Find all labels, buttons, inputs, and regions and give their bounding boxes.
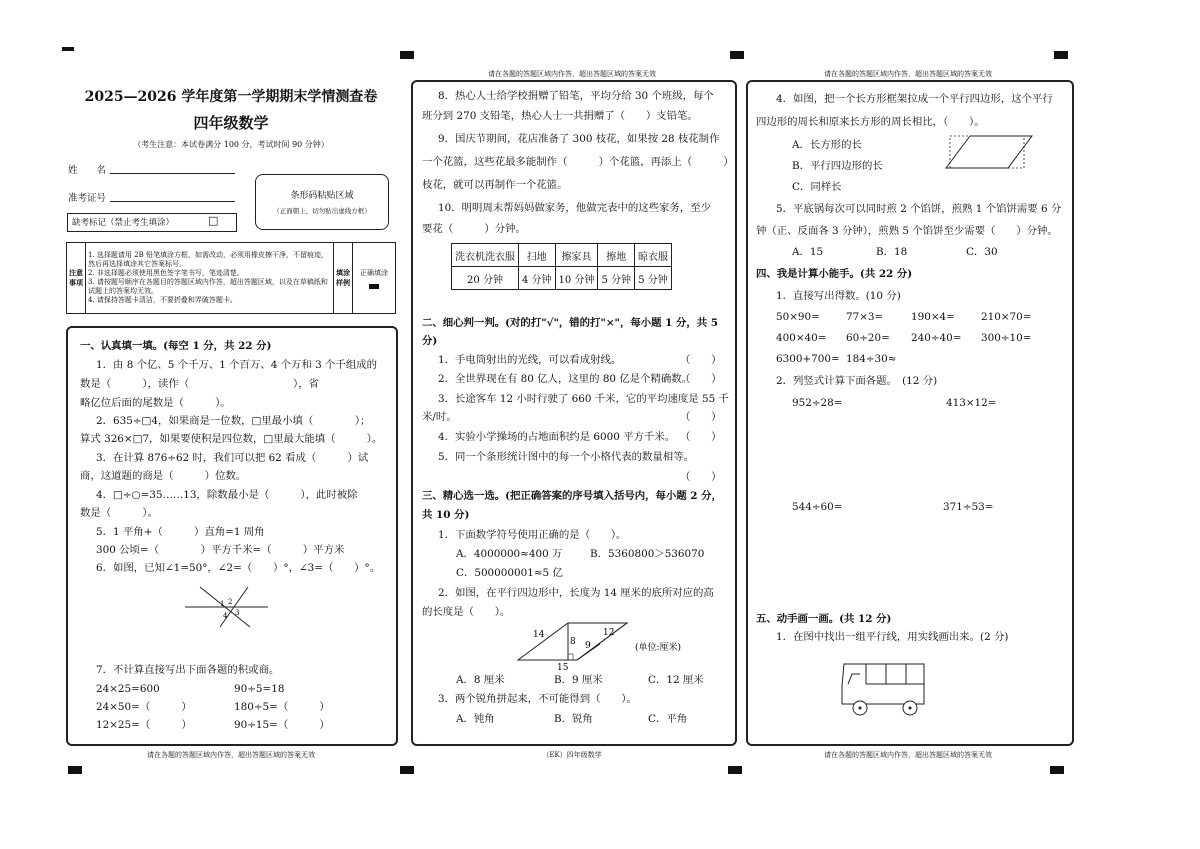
choice-option[interactable]: C．500000001≈5 亿 bbox=[456, 567, 563, 579]
judge-item: 3．长途客车 12 小时行驶了 660 千米，它的平均速度是 55 千 bbox=[438, 393, 729, 405]
calc-item[interactable]: 400×40= bbox=[776, 332, 827, 344]
absent-checkbox[interactable]: □ bbox=[208, 214, 219, 227]
calc-item[interactable]: 300÷10= bbox=[981, 332, 1032, 344]
question-text: 9．国庆节期间，花店准备了 300 枝花，如果按 28 枝花制作 bbox=[438, 133, 720, 145]
question-text: 8．热心人士给学校捐赠了铅笔，平均分给 30 个班级，每个 bbox=[438, 90, 714, 102]
rectangle-to-parallelogram-figure bbox=[944, 133, 1036, 173]
exam-subtitle: 四年级数学 bbox=[193, 114, 269, 132]
timing-mark bbox=[400, 766, 414, 774]
question-text: 数是（ ），读作（ ），省 bbox=[80, 378, 319, 390]
subquestion-title: 1．在图中找出一组平行线，用实线画出来。(2 分) bbox=[776, 631, 1009, 643]
question-text: 数是（ ）。 bbox=[80, 507, 158, 519]
question-text: 一个花篮，这些花最多能制作（ ）个花篮，再添上（ ） bbox=[422, 156, 734, 168]
choice-option[interactable]: B．平行四边形的长 bbox=[792, 160, 883, 172]
timing-mark bbox=[730, 51, 744, 59]
table-cell: 扫地 bbox=[519, 244, 556, 267]
choice-option[interactable]: B．18 bbox=[876, 246, 908, 258]
choice-question: 的长度是（ ）。 bbox=[422, 606, 511, 618]
header-note: 请在各题的答题区域内作答，超出答题区域的答案无效 bbox=[488, 70, 656, 78]
vertical-calc-item[interactable]: 544÷60= bbox=[792, 501, 843, 513]
judge-item: 2．全世界现在有 80 亿人，这里的 80 亿是个精确数。 bbox=[438, 373, 693, 385]
question-text: 6．如图，已知∠1=50°，∠2=（ ）°，∠3=（ ）°。 bbox=[96, 562, 381, 574]
dimension-label: 15 bbox=[557, 663, 569, 672]
chores-table bbox=[451, 243, 672, 290]
choice-option[interactable]: C．12 厘米 bbox=[648, 674, 704, 686]
question-text: 算式 326×□7，如果要使积是四位数，□里最大能填（ ）。 bbox=[80, 433, 383, 445]
footer-center: （EK）四年级数学 bbox=[542, 751, 602, 759]
table-cell: 擦家具 bbox=[555, 244, 598, 267]
question-text: 3．在计算 876÷62 时，我们可以把 62 看成（ ）试 bbox=[96, 452, 369, 464]
section5-heading: 五、动手画一画。(共 12 分) bbox=[756, 613, 892, 625]
table-cell: 5 分钟 bbox=[635, 267, 672, 290]
question-text: 300 公顷=（ ）平方千米=（ ）平方米 bbox=[96, 544, 345, 556]
sample-label: 填涂样例 bbox=[334, 243, 353, 314]
table-cell: 晾衣服 bbox=[635, 244, 672, 267]
choice-question: 4．如图，把一个长方形框架拉成一个平行四边形，这个平行 bbox=[776, 93, 1053, 105]
notice-item: 3. 请按题号顺序在各题目的答题区域内作答，超出答题区域，以及在草稿纸和试题上的答案均无效。 bbox=[88, 278, 328, 295]
timing-mark bbox=[400, 51, 414, 59]
dimension-label: 8 bbox=[570, 637, 576, 647]
section3-heading-cont: 共 10 分) bbox=[422, 509, 470, 521]
choice-question: 2．如图，在平行四边形中，长度为 14 厘米的底所对应的高 bbox=[438, 587, 714, 599]
subquestion-title: 1．直接写出得数。(10 分) bbox=[776, 290, 901, 302]
choice-question: 1．下面数学符号使用正确的是（ ）。 bbox=[438, 529, 627, 541]
header-note: 请在各题的答题区域内作答，超出答题区域的答案无效 bbox=[824, 70, 992, 78]
dimension-label: 14 bbox=[533, 630, 545, 640]
section2-heading: 二、细心判一判。(对的打"√"，错的打"×"，每小题 1 分，共 5 bbox=[422, 317, 719, 329]
id-field-label: 准考证号 bbox=[68, 193, 107, 204]
question-text: 10．明明周末帮妈妈做家务，他做完表中的这些家务，至少 bbox=[438, 202, 711, 214]
choice-option[interactable]: C．同样长 bbox=[792, 181, 842, 193]
calc-item[interactable]: 240÷40= bbox=[911, 332, 962, 344]
table-cell: 洗衣机洗衣服 bbox=[452, 244, 519, 267]
vertical-calc-item[interactable]: 413×12= bbox=[946, 397, 997, 409]
vertical-calc-item[interactable]: 952÷28= bbox=[792, 397, 843, 409]
judge-paren[interactable]: （ ） bbox=[680, 373, 722, 385]
choice-option[interactable]: C．30 bbox=[966, 246, 998, 258]
table-row bbox=[452, 267, 672, 290]
table-cell: 4 分钟 bbox=[519, 267, 556, 290]
question-text: 枝花，就可以再制作一个花篮。 bbox=[422, 179, 568, 191]
dimension-label: 12 bbox=[603, 628, 615, 638]
judge-paren[interactable]: （ ） bbox=[680, 431, 722, 443]
choice-option[interactable]: B．5360800＞536070 bbox=[590, 548, 705, 560]
barcode-note: （正面朝上，切勿贴出虚线方框） bbox=[273, 207, 371, 215]
table-row bbox=[452, 244, 672, 267]
angle-label: 2 bbox=[228, 598, 233, 606]
angle-label: 4 bbox=[223, 612, 228, 620]
angle-figure bbox=[180, 585, 275, 630]
notices-label: 注意事项 bbox=[67, 243, 86, 314]
calc-item[interactable]: 24×50=（ ） bbox=[96, 701, 192, 713]
calc-item[interactable]: 60÷20= bbox=[846, 332, 890, 344]
notices-table bbox=[66, 242, 396, 314]
exam-note: （考生注意：本试卷满分 100 分，考试时间 90 分钟） bbox=[133, 140, 329, 149]
choice-option[interactable]: A．8 厘米 bbox=[456, 674, 505, 686]
notice-item: 2. 非选择题必须使用黑色签字笔书写，笔迹清楚。 bbox=[88, 269, 244, 277]
notice-item: 4. 请保持答题卡清洁，不要折叠和弄破答题卡。 bbox=[88, 296, 237, 304]
subquestion-title: 2．列竖式计算下面各题。 (12 分) bbox=[776, 375, 938, 387]
timing-mark bbox=[68, 766, 82, 774]
section3-heading: 三、精心选一选。(把正确答案的序号填入括号内，每小题 2 分， bbox=[422, 490, 722, 502]
question-text: 略亿位后面的尾数是（ ）。 bbox=[80, 397, 231, 409]
timing-mark bbox=[728, 766, 742, 774]
calc-item[interactable]: 210×70= bbox=[981, 311, 1032, 323]
question-text: 5．1 平角+（ ）直角=1 周角 bbox=[96, 526, 265, 538]
unit-label: (单位:厘米) bbox=[635, 643, 682, 653]
absent-mark-label: 缺考标记（禁止考生填涂） bbox=[72, 218, 175, 228]
angle-label: 1 bbox=[220, 600, 225, 608]
timing-mark bbox=[1050, 766, 1064, 774]
question-text: 2．635÷□4，如果商是一位数，□里最小填（ ）； bbox=[96, 415, 371, 427]
choice-option[interactable]: C．平角 bbox=[648, 713, 688, 725]
timing-mark bbox=[1054, 51, 1068, 59]
choice-option[interactable]: B．锐角 bbox=[554, 713, 593, 725]
question-text: 7．不计算直接写出下面各题的积或商。 bbox=[96, 664, 280, 676]
barcode-area bbox=[255, 174, 389, 230]
exam-title: 2025—2026 学年度第一学期期末学情测查卷 bbox=[84, 89, 378, 105]
id-field[interactable] bbox=[110, 200, 235, 202]
judge-item: 米/时。 bbox=[422, 411, 457, 423]
question-text: 商，这道题的商是（ ）位数。 bbox=[80, 470, 247, 482]
choice-option[interactable]: A．长方形的长 bbox=[792, 139, 862, 151]
choice-option[interactable]: B．9 厘米 bbox=[554, 674, 603, 686]
choice-question: 四边形的周长和原来长方形的周长相比，（ ）。 bbox=[756, 116, 985, 128]
calc-item[interactable]: 6300+700= bbox=[776, 353, 840, 365]
section2-heading-cont: 分) bbox=[422, 335, 438, 347]
absent-mark-box[interactable] bbox=[67, 213, 237, 232]
parallelogram-figure bbox=[515, 620, 720, 672]
notice-item: 1. 选择题请用 2B 铅笔填涂方框，如需改动，必须用橡皮擦干净，不留痕迹，然后再选择填涂其它答案标号。 bbox=[88, 251, 328, 268]
judge-paren[interactable]: （ ） bbox=[680, 411, 722, 423]
calc-item[interactable]: 90÷15=（ ） bbox=[234, 719, 330, 731]
question-text: 班分到 270 支铅笔，热心人士一共捐赠了（ ）支铅笔。 bbox=[422, 110, 698, 122]
calc-item[interactable]: 190×4= bbox=[911, 311, 955, 323]
footer-note: 请在各题的答题区域内作答，超出答题区域的答案无效 bbox=[824, 751, 992, 759]
name-field-label: 姓 名 bbox=[68, 165, 107, 176]
question-text: 1．由 8 个亿、5 个千万、1 个百万、4 个万和 3 个千组成的 bbox=[96, 359, 377, 371]
calc-item[interactable]: 50×90= bbox=[776, 311, 820, 323]
table-cell: 5 分钟 bbox=[598, 267, 635, 290]
choice-option[interactable]: A．4000000≈400 万 bbox=[456, 548, 563, 560]
choice-option[interactable]: A．15 bbox=[792, 246, 824, 258]
judge-item: 1．手电筒射出的光线，可以看成射线。 bbox=[438, 354, 622, 366]
calc-item[interactable]: 180÷5=（ ） bbox=[234, 701, 330, 713]
footer-note: 请在各题的答题区域内作答，超出答题区域的答案无效 bbox=[147, 751, 315, 759]
barcode-title: 条形码粘贴区域 bbox=[290, 191, 354, 201]
calc-item: 24×25=600 bbox=[96, 683, 160, 695]
judge-paren[interactable]: （ ） bbox=[680, 354, 722, 366]
bus-figure bbox=[838, 660, 930, 720]
choice-option[interactable]: A．钝角 bbox=[456, 713, 495, 725]
judge-paren[interactable]: （ ） bbox=[680, 471, 722, 483]
table-cell: 擦地 bbox=[598, 244, 635, 267]
choice-question: 5．平底锅每次可以同时煎 2 个馅饼，煎熟 1 个馅饼需要 6 分 bbox=[776, 203, 1062, 215]
calc-item[interactable]: 12×25=（ ） bbox=[96, 719, 192, 731]
judge-item: 4．实验小学操场的占地面积约是 6000 平方千米。 bbox=[438, 431, 676, 443]
calc-item: 90÷5=18 bbox=[234, 683, 285, 695]
calc-item[interactable]: 77×3= bbox=[846, 311, 884, 323]
question-text: 要花（ ）分钟。 bbox=[422, 223, 526, 235]
question-text: 4．□÷○=35……13，除数最小是（ ），此时被除 bbox=[96, 489, 358, 501]
correct-fill-sample bbox=[369, 284, 379, 289]
calc-item[interactable]: 184÷30≈ bbox=[846, 353, 897, 365]
section4-heading: 四、我是计算小能手。(共 22 分) bbox=[756, 268, 913, 280]
timing-mark bbox=[62, 47, 74, 51]
choice-question: 3．两个锐角拼起来，不可能得到（ ）。 bbox=[438, 693, 637, 705]
dimension-label: 9 bbox=[585, 641, 591, 651]
correct-fill-label: 正确填涂 bbox=[360, 268, 388, 277]
angle-label: 3 bbox=[235, 609, 240, 617]
vertical-calc-item[interactable]: 371÷53= bbox=[943, 501, 994, 513]
table-cell: 10 分钟 bbox=[555, 267, 598, 290]
choice-question: 钟（正、反面各 3 分钟），煎熟 5 个馅饼至少需要（ ）分钟。 bbox=[756, 225, 1058, 237]
name-field[interactable] bbox=[110, 172, 235, 174]
table-cell: 20 分钟 bbox=[452, 267, 519, 290]
judge-item: 5．同一个条形统计图中的每一个小格代表的数量相等。 bbox=[438, 451, 694, 463]
section1-heading: 一、认真填一填。(每空 1 分，共 22 分) bbox=[80, 340, 272, 352]
